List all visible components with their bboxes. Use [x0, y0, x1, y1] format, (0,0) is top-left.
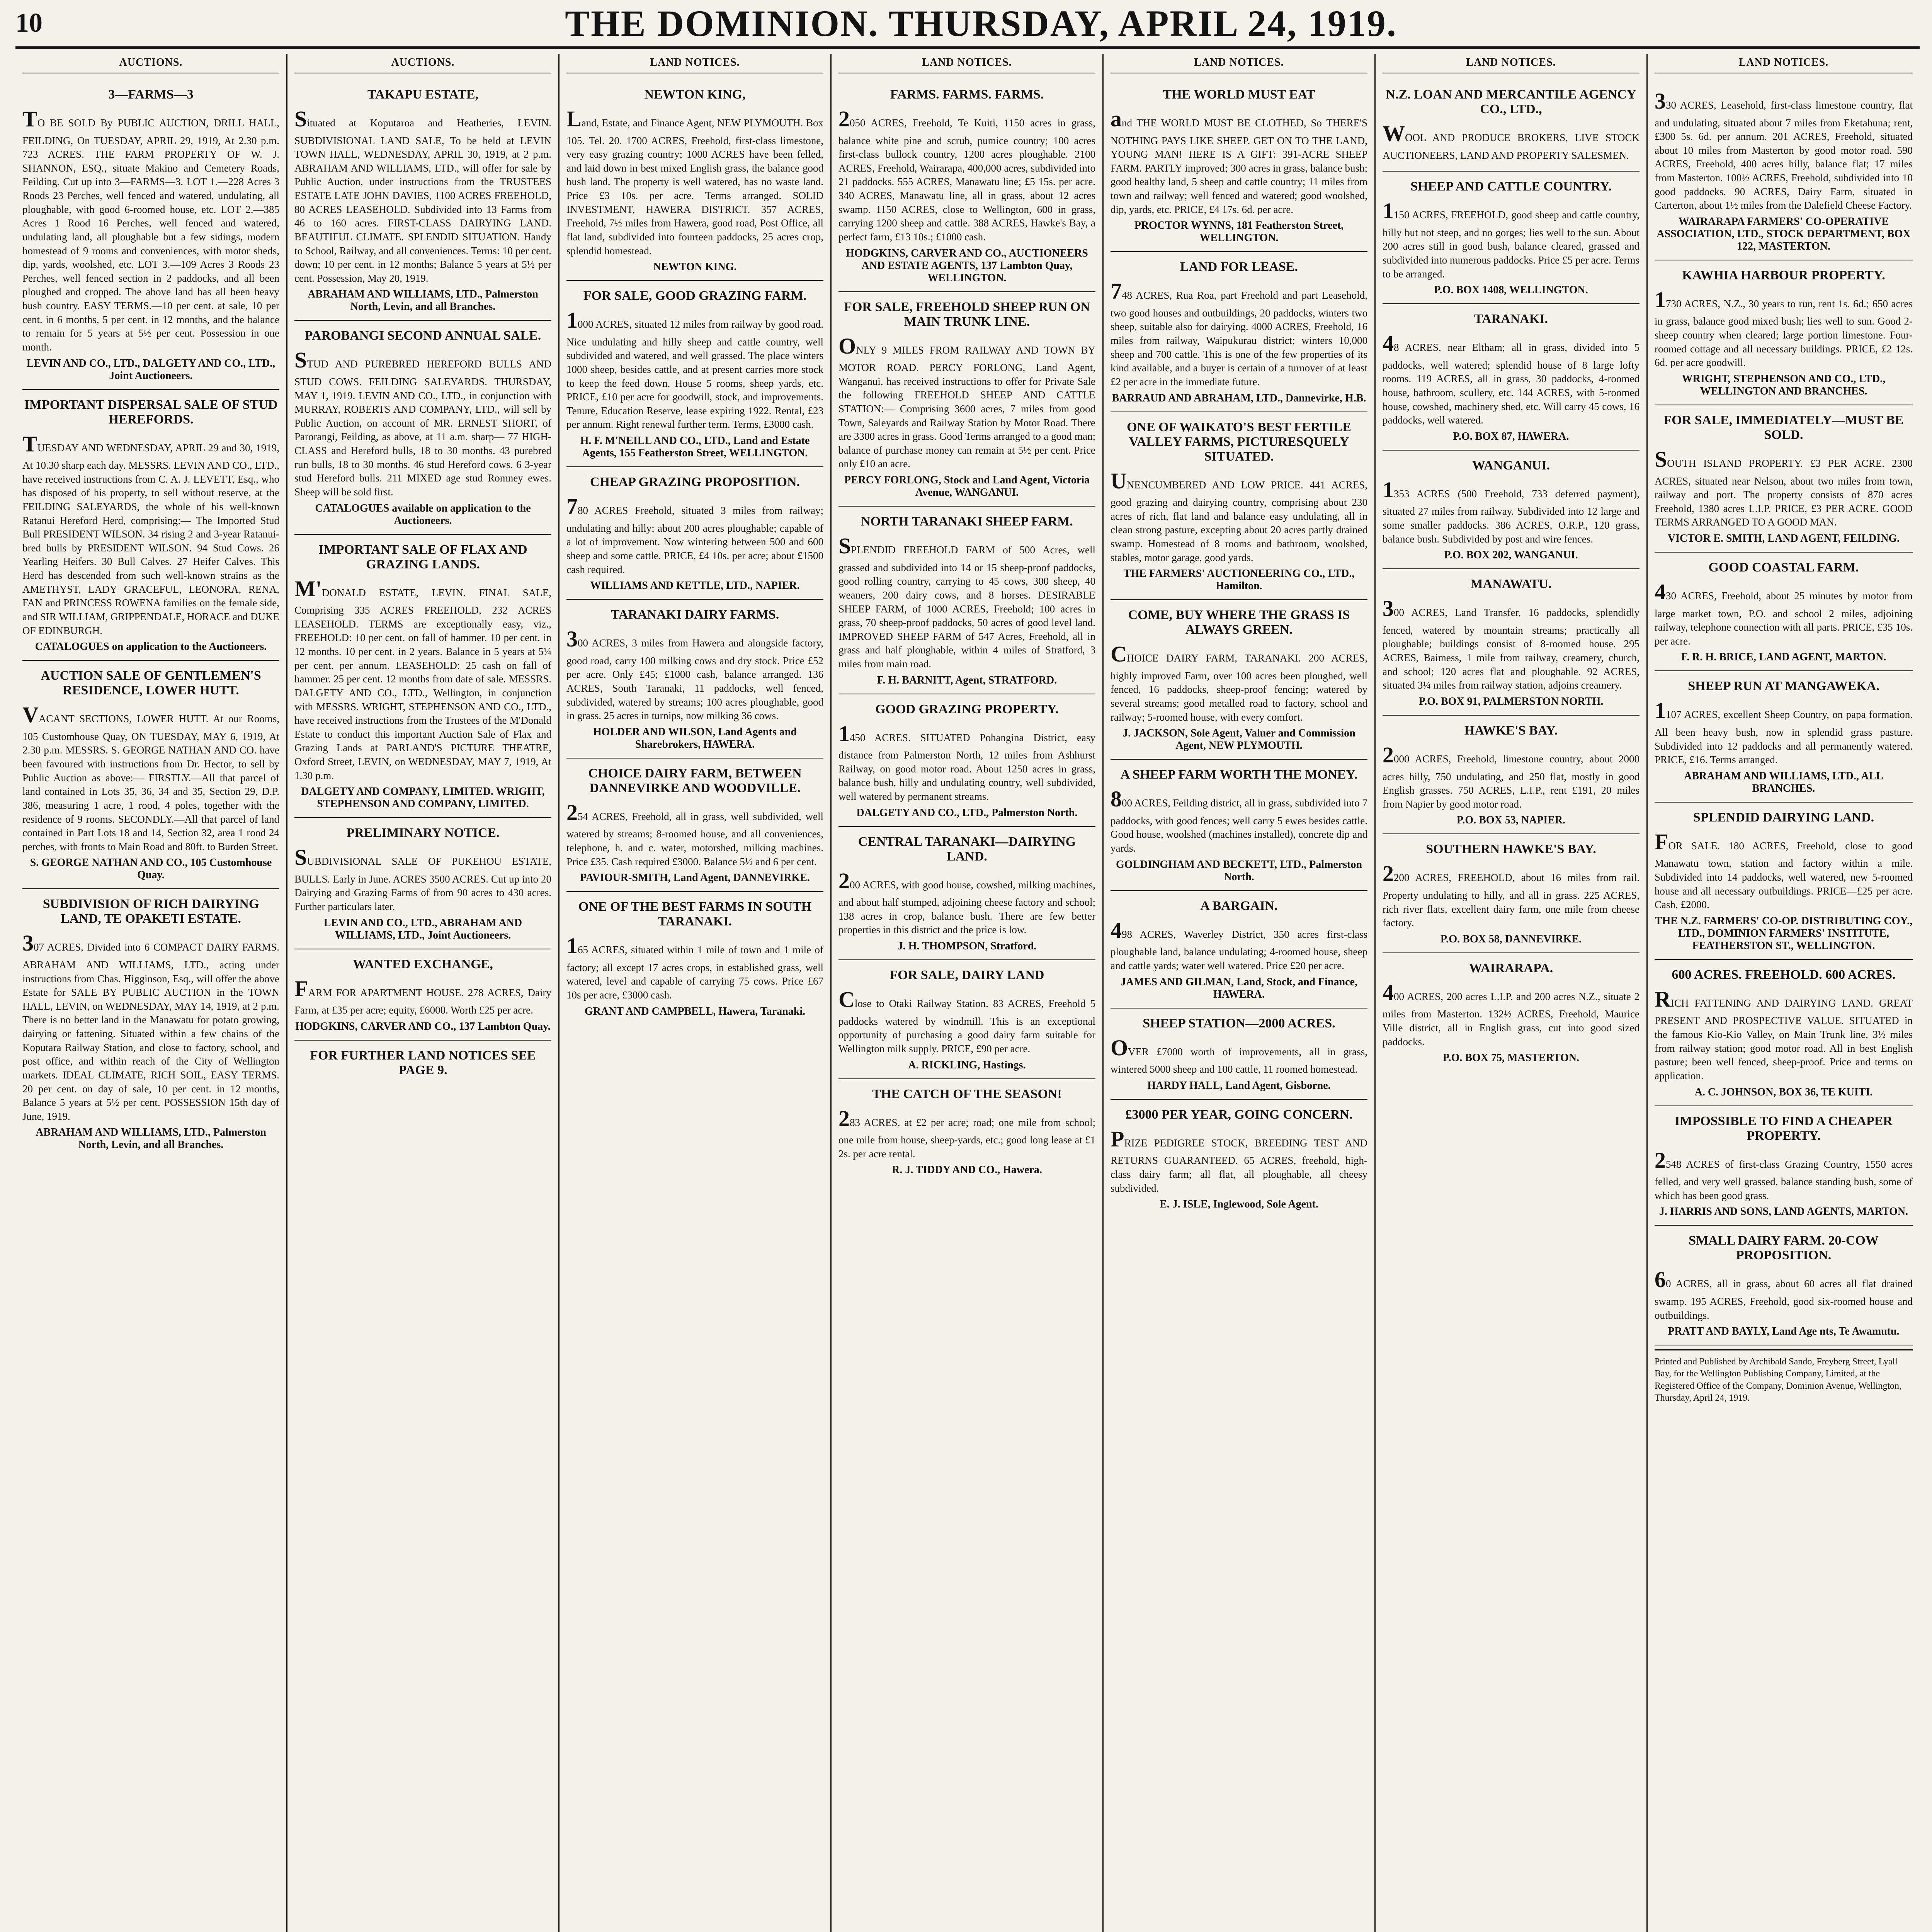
advertisement [1383, 451, 1639, 569]
ad-headline: TARANAKI. [1474, 312, 1548, 327]
ad-advertiser: THE FARMERS' AUCTIONEERING CO., LTD., Hamilton. [1123, 568, 1355, 592]
ad-body-text: 165 ACRES, situated within 1 mile of town and 1 mile of factory; all except 17 acres crops, in established grass, well watered, level and capable of carrying 75 cows. Price £67 10s per acre, £3000 cash. [566, 933, 823, 1001]
ad-body-text: 2000 ACRES, Freehold, limestone country, about 2000 acres hilly, 750 undulating, and 250 flat, mostly in good English grasses. 750 ACRES, L.I.P., rent £191, 20 miles from Napier by good motor road. [1383, 742, 1639, 810]
advertisement [1655, 405, 1913, 553]
ad-advertiser: R. J. TIDDY AND CO., Hawera. [892, 1164, 1042, 1176]
advertisement [1383, 569, 1639, 716]
ad-advertiser: HARDY HALL, Land Agent, Gisborne. [1147, 1079, 1331, 1092]
ad-headline: TAKAPU ESTATE, [367, 87, 479, 102]
ad-body-text: 800 ACRES, Feilding district, all in grass, subdivided into 7 paddocks, with good fences; well carry 5 ewes besides cattle. Good house, woolshed (machines installed), concrete dip and yards. [1111, 786, 1368, 854]
ad-body-text: OVER £7000 worth of improvements, all in grass, wintered 5000 sheep and 100 cattle, 11 roomed homestead. [1111, 1035, 1367, 1075]
advertisement [22, 889, 279, 1158]
ad-body-text: 1107 ACRES, excellent Sheep Country, on papa formation. All been heavy bush, now in splendid grass pasture. Subdivided into 12 paddocks and all permanently watered. PRICE, £16. Terms arranged. [1655, 698, 1913, 766]
ad-body-text: FARM FOR APARTMENT HOUSE. 278 ACRES, Dairy Farm, at £35 per acre; equity, £6000. Worth £25 per acre. [294, 976, 551, 1016]
ad-advertiser: ABRAHAM AND WILLIAMS, LTD., Palmerston North, Levin, and all Branches. [36, 1126, 266, 1151]
ad-advertiser: P.O. BOX 75, MASTERTON. [1443, 1052, 1579, 1064]
column-heading: LAND NOTICES. [1111, 54, 1367, 73]
ad-body-text: Close to Otaki Railway Station. 83 ACRES, Freehold 5 paddocks watered by windmill. This is an exceptional opportunity of purchasing a good dairy farm suitable for Wellington milk supply. PRICE, £90 per acre. [838, 987, 1095, 1054]
ad-advertiser: P.O. BOX 87, HAWERA. [1453, 430, 1569, 442]
ad-body-text: 780 ACRES Freehold, situated 3 miles from railway; undulating and hilly; about 200 acres ploughable; capable of a lot of improvement. Now wintering between 500 and 600 sheep and some cattle. PRICE, £4 10s. per acre; about £1500 cash required. [566, 494, 823, 575]
ad-body-text: 254 ACRES, Freehold, all in grass, well subdivided, well watered by streams; 8-roomed house, and all conveniences, telephone, h. and c. water, motorshed, milking machines. Price £35. Cash required £3000. Balance 5½ and 6 per cent. [566, 799, 823, 867]
ad-advertiser: WILLIAMS AND KETTLE, LTD., NAPIER. [590, 580, 800, 592]
ad-headline: A BARGAIN. [1200, 898, 1278, 913]
ad-advertiser: CATALOGUES on application to the Auctioneers. [35, 641, 267, 653]
ad-body-text: 300 ACRES, 3 miles from Hawera and alongside factory, good road, carry 100 milking cows and dry stock. Price £52 per acre. Only £45; £1000 cash, balance arranged. 136 ACRES, South Taranaki, 11 paddocks, well fenced, subdivided, watered by streams; 100 acres ploughable, good in grass. 25 acres in turnips, now milking 36 cows. [566, 626, 823, 722]
column-heading: LAND NOTICES. [1383, 54, 1639, 73]
ad-body-text: and THE WORLD MUST BE CLOTHED, So THERE'S NOTHING PAYS LIKE SHEEP. GET ON TO THE LAND, YOUNG MAN! HERE IS A GIFT: 391-ACRE SHEEP FARM. PARTLY improved; 300 acres in grass, balance bush; good healthy land, 5 sheep and cattle country; 11 miles from town and railway; well fenced and watered; good woolshed, dip, yards, etc. PRICE, £4 17s. 6d. per acre. [1111, 106, 1367, 215]
page-number: 10 [15, 8, 43, 38]
advertisement [1655, 80, 1913, 260]
masthead [15, 0, 1920, 49]
ad-body-text: 1353 ACRES (500 Freehold, 733 deferred payment), situated 27 miles from railway. Subdivided into 12 large and some smaller paddocks. 386 ACRES, O.R.P., 120 grass, balance bush. Subdivided by post and wire fences. [1383, 477, 1639, 545]
ad-advertiser: VICTOR E. SMITH, LAND AGENT, FEILDING. [1667, 532, 1900, 545]
column-6 [1376, 54, 1648, 1932]
advertisement [1383, 80, 1639, 172]
ad-headline: MANAWATU. [1470, 577, 1552, 592]
ad-body-text: 300 ACRES, Land Transfer, 16 paddocks, splendidly fenced, watered by mountain streams; practically all ploughable; buildings consist of 8-roomed house. 295 ACRES, Baimess, 1 mile from railway, creamery, church, and school; 120 acres flat and ploughable. 92 ACRES, situated 3¼ miles from railway station, adjoins creamery. [1383, 596, 1639, 691]
advertisement [1111, 80, 1367, 252]
ad-advertiser: NEWTON KING. [653, 261, 737, 273]
column-7 [1648, 54, 1920, 1932]
advertisement [294, 1041, 551, 1087]
ad-advertiser: F. R. H. BRICE, LAND AGENT, MARTON. [1681, 651, 1886, 663]
column-5 [1104, 54, 1376, 1932]
ad-headline: GOOD GRAZING PROPERTY. [875, 702, 1059, 716]
ad-body-text: 1730 ACRES, N.Z., 30 years to run, rent 1s. 6d.; 650 acres in grass, balance good mixed bush; lies well to sun. Good 2-sheep country when cleared; large portion limestone. Four-roomed cottage and all necessary buildings. PRICE, £2 12s. 6d. per acre goodwill. [1655, 287, 1913, 369]
ad-body-text: TO BE SOLD By PUBLIC AUCTION, DRILL HALL, FEILDING, On TUESDAY, APRIL 29, 1919, At 2.30 p.m. 723 ACRES. THE FARM PROPERTY OF W. J. SHANNON, ESQ., situate Makino and Cemetery Roads, Feilding. Cut up into 3—FARMS—3. LOT 1.—228 Acres 3 Roods 23 Perches, well fenced and watered, undulating, all ploughable, with good 6-roomed house, etc. LOT 2.—385 Acres 1 Rood 16 Perches, well fenced and watered, undulating land, all ploughable but a few sidings, modern homestead of 9 rooms and conveniences, with motor sheds, dip, yards, woolshed, etc. LOT 3.—109 Acres 3 Roods 23 Perches, well fenced section in 2 paddocks, and all been ploughed and cropped. The above land has all been heavy bush country. EASY TERMS.—10 per cent. at sale, 10 per cent. in 6 months, 5 per cent. in 12 months, and the balance to remain for 5 years at 5½ per cent. Possession in one month. [22, 106, 279, 353]
ad-advertiser: WAIRARAPA FARMERS' CO-OPERATIVE ASSOCIATION, LTD., STOCK DEPARTMENT, BOX 122, MASTERTON. [1656, 215, 1911, 252]
ad-headline: IMPORTANT SALE OF FLAX AND GRAZING LANDS. [318, 542, 527, 571]
ad-body-text: 1450 ACRES. SITUATED Pohangina District, easy distance from Palmerston North, 12 miles from Ashhurst Railway, on good motor road. About 1250 acres in grass, balance bush, hilly and undulating country, well subdivided, well watered by permanent streams. [838, 721, 1095, 803]
ad-body-text: 400 ACRES, 200 acres L.I.P. and 200 acres N.Z., situate 2 miles from Masterton. 132½ ACRES, Freehold, Maurice Ville district, all in English grass, cut into good sized paddocks. [1383, 980, 1639, 1048]
ad-advertiser: H. F. M'NEILL AND CO., LTD., Land and Estate Agents, 155 Featherston Street, WELLINGTON. [580, 435, 810, 459]
ad-advertiser: LEVIN AND CO., LTD., ABRAHAM AND WILLIAMS, LTD., Joint Auctioneers. [323, 917, 522, 941]
ad-headline: PAROBANGI SECOND ANNUAL SALE. [304, 328, 541, 343]
ad-body-text: Land, Estate, and Finance Agent, NEW PLYMOUTH. Box 105. Tel. 20. 1700 ACRES, Freehold, first-class limestone, very easy grazing country; 1000 ACRES have been felled, and laid down in best mixed English grass, the balance good bush land. The property is well watered, has no waste land. Price £3 10s. per acre. Terms arranged. SOLID INVESTMENT, HAWERA DISTRICT. 357 ACRES, Freehold, 7½ miles from Hawera, good road, Post Office, all flat land, subdivided into fourteen paddocks, 25 acres crop, splendid homestead. [566, 106, 823, 257]
advertisement [838, 80, 1095, 292]
advertisement [1383, 172, 1639, 304]
ad-headline: TARANAKI DAIRY FARMS. [611, 607, 779, 622]
column-heading: LAND NOTICES. [566, 54, 823, 73]
ad-headline: KAWHIA HARBOUR PROPERTY. [1682, 268, 1885, 282]
ad-advertiser: GOLDINGHAM AND BECKETT, LTD., Palmerston North. [1116, 858, 1362, 883]
advertisement [838, 292, 1095, 507]
ad-advertiser: F. H. BARNITT, Agent, STRATFORD. [877, 674, 1057, 686]
ad-body-text: 60 ACRES, all in grass, about 60 acres all flat drained swamp. 195 ACRES, Freehold, good six-roomed house and outbuildings. [1655, 1267, 1913, 1321]
ad-headline: FOR SALE, IMMEDIATELY—MUST BE SOLD. [1663, 413, 1904, 442]
ad-advertiser: THE N.Z. FARMERS' CO-OP. DISTRIBUTING COY., LTD., DOMINION FARMERS' INSTITUTE, FEATHERSTON ST., WELLINGTON. [1655, 915, 1913, 952]
ad-advertiser: HODGKINS, CARVER AND CO., 137 Lambton Quay. [295, 1020, 551, 1032]
advertisement [1655, 1226, 1913, 1345]
columns [15, 54, 1920, 1932]
ad-headline: NORTH TARANAKI SHEEP FARM. [861, 514, 1073, 529]
advertisement [1383, 716, 1639, 834]
ad-body-text: ONLY 9 MILES FROM RAILWAY AND TOWN BY MOTOR ROAD. PERCY FORLONG, Land Agent, Wanganui, has received instructions to offer for Private Sale the following FREEHOLD SHEEP AND CATTLE STATION:— Comprising 3600 acres, 7 miles from good Town, Saleyards and Railway Station by Motor Road. There are 3300 acres in grass. Good Terms arranged to a good man; balance of purchase money can remain at 5½ per cent. Price only £10 an acre. [838, 333, 1095, 470]
ad-advertiser: HODGKINS, CARVER AND CO., AUCTIONEERS AND ESTATE AGENTS, 137 Lambton Quay, WELLINGTON. [846, 247, 1088, 284]
ad-body-text: 48 ACRES, near Eltham; all in grass, divided into 5 paddocks, well watered; splendid house of 8 large lofty rooms. 119 ACRES, all in grass, 30 paddocks, 4-roomed house, bathroom, scullery, etc. 144 ACRES, with 5-roomed house, cowshed, machinery shed, etc. Will carry 45 cows, 16 paddocks, well watered. [1383, 331, 1639, 426]
ad-advertiser: GRANT AND CAMPBELL, Hawera, Taranaki. [584, 1005, 806, 1017]
ad-body-text: SOUTH ISLAND PROPERTY. £3 PER ACRE. 2300 ACRES, situated near Nelson, about two miles from town, railway and port. The property consists of 870 acres Freehold, 1380 acres L.I.P. PRICE, £3 PER ACRE. GOOD TERMS ARRANGED TO A GOOD MAN. [1655, 446, 1913, 528]
advertisement [294, 321, 551, 534]
ad-body-text: FOR SALE. 180 ACRES, Freehold, close to good Manawatu town, station and factory within a mile. Subdivided into 14 paddocks, well watered, new 5-roomed house and all necessary outbuildings. PRICE—£25 per acre. Cash, £2000. [1655, 829, 1913, 911]
ad-headline: FARMS. FARMS. FARMS. [890, 87, 1044, 102]
advertisement [838, 694, 1095, 827]
column-2 [287, 54, 560, 1932]
ad-headline: FOR SALE, FREEHOLD SHEEP RUN ON MAIN TRUNK LINE. [844, 299, 1090, 329]
ad-body-text: TUESDAY AND WEDNESDAY, APRIL 29 and 30, 1919, At 10.30 sharp each day. MESSRS. LEVIN AND CO., LTD., have received instructions from C. A. J. LEVETT, Esq., who has disposed of his property, to sell without reserve, at the FEILDING SALEYARDS, the whole of his well-known Ratanui Hereford Herd, comprising:— The Imported Stud Bull PRESIDENT WILSON. 34 rising 2 and 3-year Ratanui-bred bulls by PRESIDENT WILSON. 94 Stud Cows. 26 Yearling Heifers. 30 Bull Calves. 27 Heifer Calves. This Herd has descended from such well-known strains as the AMETHYST, LADY GRACEFUL, LEONORA, RENA, FAN and PRINCESS ROWENA families on the female side, and SIR WILLIAM, GRIPPENDALE, HORACE and DUKE OF EDINBURGH. [22, 431, 279, 636]
column-heading: LAND NOTICES. [1655, 54, 1913, 73]
advertisement [294, 80, 551, 321]
ad-headline: LAND FOR LEASE. [1180, 260, 1298, 274]
advertisement [1111, 1009, 1367, 1100]
ad-advertiser: A. RICKLING, Hastings. [908, 1059, 1026, 1071]
advertisement [22, 661, 279, 889]
ad-headline: 3—FARMS—3 [108, 87, 194, 102]
advertisement [1655, 553, 1913, 671]
ad-headline: SPLENDID DAIRYING LAND. [1693, 810, 1874, 825]
column-heading: AUCTIONS. [294, 54, 551, 73]
advertisement [1655, 671, 1913, 802]
ad-headline: CHEAP GRAZING PROPOSITION. [590, 475, 800, 490]
ad-headline: ONE OF WAIKATO'S BEST FERTILE VALLEY FARMS, PICTURESQUELY SITUATED. [1127, 420, 1351, 464]
advertisement [1383, 834, 1639, 953]
ad-headline: 600 ACRES. FREEHOLD. 600 ACRES. [1672, 967, 1896, 982]
advertisement [294, 535, 551, 818]
ad-advertiser: J. H. THOMPSON, Stratford. [897, 940, 1037, 952]
advertisement [1383, 953, 1639, 1071]
ad-headline: HAWKE'S BAY. [1464, 723, 1558, 738]
advertisement [22, 80, 279, 390]
advertisement [1111, 600, 1367, 760]
ad-advertiser: A. C. JOHNSON, BOX 36, TE KUITI. [1694, 1086, 1873, 1098]
ad-body-text: 2050 ACRES, Freehold, Te Kuiti, 1150 acres in grass, balance white pine and scrub, pumice country; 100 acres first-class bullock country, 1200 acres ploughable. 2100 ACRES, Freehold, Wairarapa, 400,000 acres, subdivided into 21 paddocks. 555 ACRES, Manawatu line; £5 15s. per acre. 340 ACRES, Manawatu line, all in grass, about 12 acres swamp. 1150 ACRES, close to Wellington, 600 in grass, carrying 1200 sheep and cattle. 388 ACRES, Hawke's Bay, a perfect farm, £13 10s.; £1000 cash. [838, 106, 1095, 243]
ad-body-text: 430 ACRES, Freehold, about 25 minutes by motor from large market town, P.O. and school 2 miles, adjoining railway, telephone connection with all parts. PRICE, £35 10s. per acre. [1655, 579, 1913, 647]
ad-headline: SUBDIVISION OF RICH DAIRYING LAND, TE OPAKETI ESTATE. [43, 897, 259, 926]
ad-headline: SHEEP STATION—2000 ACRES. [1143, 1016, 1335, 1031]
ad-advertiser: P.O. BOX 53, NAPIER. [1456, 814, 1566, 827]
ad-headline: IMPOSSIBLE TO FIND A CHEAPER PROPERTY. [1675, 1114, 1893, 1143]
column-3 [560, 54, 832, 1932]
ad-body-text: 2200 ACRES, FREEHOLD, about 16 miles from rail. Property undulating to hilly, and all in grass. 225 ACRES, rich river flats, excellent dairy farm, one mile from cheese factory. [1383, 861, 1639, 929]
advertisement [1655, 1106, 1913, 1226]
ad-headline: WANTED EXCHANGE, [353, 957, 493, 971]
ad-advertiser: J. HARRIS AND SONS, LAND AGENTS, MARTON. [1659, 1206, 1908, 1218]
advertisement [566, 281, 823, 467]
ad-headline: N.Z. LOAN AND MERCANTILE AGENCY CO., LTD., [1386, 87, 1636, 116]
ad-headline: THE CATCH OF THE SEASON! [872, 1087, 1062, 1101]
advertisement [1383, 304, 1639, 451]
ad-headline: FOR SALE, DAIRY LAND [889, 968, 1044, 983]
advertisement [566, 80, 823, 281]
ad-advertiser: ABRAHAM AND WILLIAMS, LTD., ALL BRANCHES. [1684, 770, 1883, 794]
advertisement [838, 960, 1095, 1079]
advertisement [22, 390, 279, 661]
ad-headline: COME, BUY WHERE THE GRASS IS ALWAYS GREEN. [1128, 608, 1350, 637]
ad-headline: A SHEEP FARM WORTH THE MONEY. [1120, 767, 1358, 782]
ad-body-text: 330 ACRES, Leasehold, first-class limestone country, flat and undulating, situated about 7 miles from Eketahuna; rent, £300 5s. 6d. per annum. 201 ACRES, Freehold, situated about 10 miles from Masterton by good motor road. 590 ACRES, Freehold, 400 acres hilly, balance flat; 17 miles from Masterton. 100½ ACRES, Freehold, subdivided into 10 good paddocks. 90 ACRES, Dairy Farm, situated in Carterton, about 1½ miles from the Dalefield Cheese Factory. [1655, 88, 1913, 211]
ad-headline: CENTRAL TARANAKI—DAIRYING LAND. [858, 834, 1076, 864]
newspaper-title: THE DOMINION. THURSDAY, APRIL 24, 1919. [565, 2, 1397, 44]
ad-body-text: SUBDIVISIONAL SALE OF PUKEHOU ESTATE, BULLS. Early in June. ACRES 3500 ACRES. Cut up into 20 Dairying and Grazing Farms of from 90 acres to 430 acres. Further particulars later. [294, 845, 551, 913]
ad-headline: AUCTION SALE OF GENTLEMEN'S RESIDENCE, LOWER HUTT. [41, 668, 261, 698]
ad-headline: WAIRARAPA. [1469, 961, 1553, 975]
column-heading: AUCTIONS. [22, 54, 279, 73]
ad-headline: THE WORLD MUST EAT [1163, 87, 1315, 102]
ad-advertiser: PROCTOR WYNNS, 181 Featherston Street, WELLINGTON. [1134, 219, 1344, 244]
ad-advertiser: PAVIOUR-SMITH, Land Agent, DANNEVIRKE. [580, 872, 810, 884]
advertisement [838, 827, 1095, 960]
advertisement [566, 467, 823, 600]
ad-body-text: 748 ACRES, Rua Roa, part Freehold and part Leasehold, two good houses and outbuildings, 20 paddocks, winters two sheep, suitable also for dairying. 4000 ACRES, Freehold, 16 miles from railway, Waipukurau district; winters 10,000 sheep and 700 cattle. This is one of the few properties of its kind available, and a buyer is certain of a turnover of at least £2 per acre in the immediate future. [1111, 279, 1367, 388]
ad-advertiser: S. GEORGE NATHAN AND CO., 105 Customhouse Quay. [30, 857, 272, 881]
ad-headline: ONE OF THE BEST FARMS IN SOUTH TARANAKI. [578, 900, 812, 929]
ad-body-text: STUD AND PUREBRED HEREFORD BULLS AND STUD COWS. FEILDING SALEYARDS. THURSDAY, MAY 1, 1919. LEVIN AND CO., LTD., in conjunction with MURRAY, ROBERTS AND COMPANY, LTD., will sell by Public Auction, on account of MR. ERNEST SHORT, of Parorangi, Feilding, as above, at 11 a.m. sharp— 77 HIGH-CLASS and Hereford bulls, 18 to 30 months. 43 purebred run bulls, 18 to 30 months. 46 stud Hereford cows. 6 3-year stud Hereford bulls. 211 MIXED age stud Romney ewes. Sheep will be sold first. [294, 347, 551, 498]
ad-body-text: UNENCUMBERED AND LOW PRICE. 441 ACRES, good grazing and dairying country, comprising about 230 acres of rich, flat land and balance easy undulating, all in clean strong pasture, excepting about 20 acres partly drained swamp. Homestead of 8 rooms and bathroom, woolshed, stables, motor garage, good yards. [1111, 468, 1367, 563]
ad-headline: NEWTON KING, [644, 87, 746, 102]
advertisement [1111, 1100, 1367, 1218]
advertisement [838, 507, 1095, 694]
column-4 [832, 54, 1104, 1932]
ad-headline: SOUTHERN HAWKE'S BAY. [1426, 842, 1596, 857]
advertisement [1111, 412, 1367, 600]
ad-body-text: Situated at Koputaroa and Heatheries, LEVIN. SUBDIVISIONAL LAND SALE, To be held at LEVIN TOWN HALL, WEDNESDAY, APRIL 30, 1919, at 2 p.m. ABRAHAM AND WILLIAMS, LTD., will offer for sale by Public Auction, under instructions from the TRUSTEES ESTATE LATE JOHN DAVIES, 1100 ACRES FREEHOLD, 80 ACRES LEASEHOLD. Subdivided into 13 Farms from 46 to 160 acres. FIRST-CLASS DAIRYING LAND. BEAUTIFUL CLIMATE. SPLENDID SITUATION. Handy to School, Railway, and all conveniences. Terms: 10 per cent. down; 10 per cent. in 12 months; Balance 5 years at 5½ per cent. Possession, May 20, 1919. [294, 106, 551, 284]
ad-body-text: 307 ACRES, Divided into 6 COMPACT DAIRY FARMS. ABRAHAM AND WILLIAMS, LTD., acting under instructions from Chas. Higginson, Esq., will offer the above Estate for SALE BY PUBLIC AUCTION in the TOWN HALL, LEVIN, on WEDNESDAY, MAY 14, 1919, at 2 p.m. There is no better land in the Manawatu for potato growing, dairying or fattening. Situated within a few chains of the Koputara Railway Station, and close to factory, school, and post office, and within reach of the City of Wellington markets. IDEAL CLIMATE, RICH SOIL, EASY TERMS. 20 per cent. on day of sale, 10 per cent. in 12 months, Balance 5 years at 5½ per cent. POSSESSION 15th day of June, 1919. [22, 930, 279, 1122]
column-heading: LAND NOTICES. [838, 54, 1095, 73]
printer-imprint: Printed and Published by Archibald Sando, Freyberg Street, Lyall Bay, for the Wellington Publishing Company, Limited, at the Registered Office of the Company, Dominion Avenue, Wellington, Thursday, April 24, 1919. [1655, 1349, 1913, 1404]
ad-advertiser: P.O. BOX 91, PALMERSTON NORTH. [1418, 695, 1604, 707]
ad-body-text: 1000 ACRES, situated 12 miles from railway by good road. Nice undulating and hilly sheep and cattle country, well subdivided and watered, and well grassed. The place winters 1000 sheep, besides cattle, and at present carries more stock to keep the feed down. House 5 rooms, sheep yards, etc. PRICE, £10 per acre for goodwill, stock, and improvements. Tenure, Education Reserve, lease expiring 1922. Rental, £23 per annum. Right renewal further term. Terms, £3000 cash. [566, 308, 823, 430]
advertisement [1655, 960, 1913, 1106]
ad-advertiser: LEVIN AND CO., LTD., DALGETY AND CO., LTD., Joint Auctioneers. [26, 357, 276, 382]
ad-body-text: M'DONALD ESTATE, LEVIN. FINAL SALE, Comprising 335 ACRES FREEHOLD, 232 ACRES LEASEHOLD. TERMS are exceptionally easy, viz., FREEHOLD: 10 per cent. on fall of hammer. 10 per cent. in 12 months. 10 per cent. in 2 years. Balance in 5 years at 5¼ per cent. per annum. LEASEHOLD: 25 cash on fall of hammer. 25 per cent. 12 months from date of sale. MESSRS. DALGETY AND CO., LTD., Wellington, in conjunction with MESSRS. WRIGHT, STEPHENSON AND CO., LTD., have received instructions from the Trustees of the M'Donald Estate to conduct this important Auction Sale of Flax and Grazing Lands at PARLAND'S PICTURE THEATRE, Oxford Street, LEVIN, on WEDNESDAY, MAY 7, 1919, At 1.30 p.m. [294, 576, 551, 781]
advertisement [838, 1079, 1095, 1184]
ad-body-text: SPLENDID FREEHOLD FARM of 500 Acres, well grassed and subdivided into 14 or 15 sheep-proof paddocks, good rolling country, carrying to 45 cows, 300 sheep, 40 weaners, 200 dairy cows, and 8 horses. DESIRABLE SHEEP FARM, of 1000 ACRES, Freehold; 100 acres in grass, 70 sheep-proof paddocks, 50 acres of good level land. IMPROVED SHEEP FARM of 547 Acres, Freehold, all in grass and half ploughable, within 4 miles of Stratford, 3 miles from main road. [838, 533, 1095, 670]
advertisement [1655, 260, 1913, 405]
advertisement [566, 892, 823, 1024]
ad-body-text: RICH FATTENING AND DAIRYING LAND. GREAT PRESENT AND PROSPECTIVE VALUE. SITUATED in the famous Kio-Kio Valley, on Main Trunk line, 3½ miles from railway station; good motor road. All in best English pasture; been well fenced, sheep-proof. Price and terms on application. [1655, 986, 1913, 1082]
ad-advertiser: J. JACKSON, Sole Agent, Valuer and Commission Agent, NEW PLYMOUTH. [1122, 727, 1355, 752]
ad-advertiser: DALGETY AND CO., LTD., Palmerston North. [856, 806, 1078, 819]
ad-advertiser: P.O. BOX 1408, WELLINGTON. [1434, 284, 1588, 296]
ad-advertiser: PRATT AND BAYLY, Land Age nts, Te Awamutu. [1668, 1325, 1900, 1338]
ad-headline: FOR FURTHER LAND NOTICES SEE PAGE 9. [310, 1048, 536, 1077]
ad-headline: CHOICE DAIRY FARM, BETWEEN DANNEVIRKE AND WOODVILLE. [588, 766, 802, 795]
ad-headline: GOOD COASTAL FARM. [1708, 560, 1859, 575]
ad-advertiser: CATALOGUES available on application to the Auctioneers. [315, 502, 531, 527]
ad-advertiser: P.O. BOX 202, WANGANUI. [1444, 549, 1578, 561]
advertisement [294, 949, 551, 1041]
column-1 [15, 54, 287, 1932]
ad-headline: FOR SALE, GOOD GRAZING FARM. [583, 289, 807, 303]
ad-advertiser: JAMES AND GILMAN, Land, Stock, and Finance, HAWERA. [1121, 976, 1357, 1000]
ad-headline: £3000 PER YEAR, GOING CONCERN. [1125, 1107, 1353, 1122]
ad-headline: SMALL DAIRY FARM. 20-COW PROPOSITION. [1689, 1233, 1879, 1263]
advertisement [1111, 252, 1367, 412]
ad-headline: WANGANUI. [1472, 458, 1550, 473]
ad-body-text: 1150 ACRES, FREEHOLD, good sheep and cattle country, hilly but not steep, and no gorges; lies well to the sun. About 200 acres still in good bush, balance cleared, grassed and subdivided into numerous paddocks. Price £5 per acre. Terms to be arranged. [1383, 198, 1639, 280]
ad-body-text: 2548 ACRES of first-class Grazing Country, 1550 acres felled, and very well grassed, balance standing bush, some of which has been good grass. [1655, 1147, 1913, 1201]
ad-headline: SHEEP AND CATTLE COUNTRY. [1410, 179, 1612, 194]
ad-body-text: VACANT SECTIONS, LOWER HUTT. At our Rooms, 105 Customhouse Quay, ON TUESDAY, MAY 6, 1919, At 2.30 p.m. MESSRS. S. GEORGE NATHAN AND CO. have been favoured with instructions from Dr. Hector, to sell by Public Auction as above:— FIRSTLY.—All that parcel of land contained in Lots 35, 36, 34 and 35, Section 29, D.P. 386, measuring 1 acre, 1 rood, 4 poles, together with the residence of 9 rooms. SECONDLY.—All that parcel of land contained in Part Lots 18 and 14, Section 32, area 1 rood 24 perches, with fronts to Main Road and 80ft. to Burden Street. [22, 702, 279, 852]
ad-advertiser: ABRAHAM AND WILLIAMS, LTD., Palmerston North, Levin, and all Branches. [308, 288, 538, 313]
ad-advertiser: DALGETY AND COMPANY, LIMITED. WRIGHT, STEPHENSON AND COMPANY, LIMITED. [301, 786, 545, 810]
ad-advertiser: BARRAUD AND ABRAHAM, LTD., Dannevirke, H.B. [1112, 392, 1366, 404]
ad-advertiser: HOLDER AND WILSON, Land Agents and Sharebrokers, HAWERA. [593, 726, 797, 750]
ad-advertiser: PERCY FORLONG, Stock and Land Agent, Victoria Avenue, WANGANUI. [844, 474, 1090, 499]
ad-advertiser: E. J. ISLE, Inglewood, Sole Agent. [1160, 1198, 1318, 1211]
ad-body-text: PRIZE PEDIGREE STOCK, BREEDING TEST AND RETURNS GUARANTEED. 65 ACRES, freehold, high-class dairy farm; all flat, all ploughable, all cheesy subdivided. [1111, 1126, 1367, 1194]
ad-body-text: WOOL AND PRODUCE BROKERS, LIVE STOCK AUCTIONEERS, LAND AND PROPERTY SALESMEN. [1383, 121, 1639, 161]
advertisement [1111, 760, 1367, 891]
ad-body-text: CHOICE DAIRY FARM, TARANAKI. 200 ACRES, highly improved Farm, over 100 acres been ploughed, well fenced, 16 paddocks, sheep-proof fencing; watered by several streams; good metalled road to factory, school and railway; 5-roomed house, with every comfort. [1111, 641, 1367, 723]
advertisement [566, 759, 823, 892]
advertisement [1111, 891, 1367, 1009]
ad-headline: SHEEP RUN AT MANGAWEKA. [1688, 679, 1879, 694]
ad-headline: PRELIMINARY NOTICE. [346, 826, 500, 840]
ad-advertiser: P.O. BOX 58, DANNEVIRKE. [1440, 933, 1582, 945]
advertisement [294, 818, 551, 949]
ad-body-text: 283 ACRES, at £2 per acre; road; one mile from school; one mile from house, sheep-yards, etc.; good long lease at £1 2s. per acre rental. [838, 1105, 1095, 1160]
ad-headline: IMPORTANT DISPERSAL SALE OF STUD HEREFORDS. [24, 397, 278, 427]
advertisement [566, 600, 823, 759]
ad-advertiser: WRIGHT, STEPHENSON AND CO., LTD., WELLINGTON AND BRANCHES. [1682, 372, 1886, 397]
ad-body-text: 498 ACRES, Waverley District, 350 acres first-class ploughable land, balance undulating; 4-roomed house, sheep and cattle yards; water well watered. Price £20 per acre. [1111, 917, 1367, 971]
advertisement [1655, 803, 1913, 960]
ad-body-text: 200 ACRES, with good house, cowshed, milking machines, and about half stumped, adjoining cheese factory and school; 138 acres in crop, balance bush. There are few better properties in this district and the price is low. [838, 868, 1095, 936]
